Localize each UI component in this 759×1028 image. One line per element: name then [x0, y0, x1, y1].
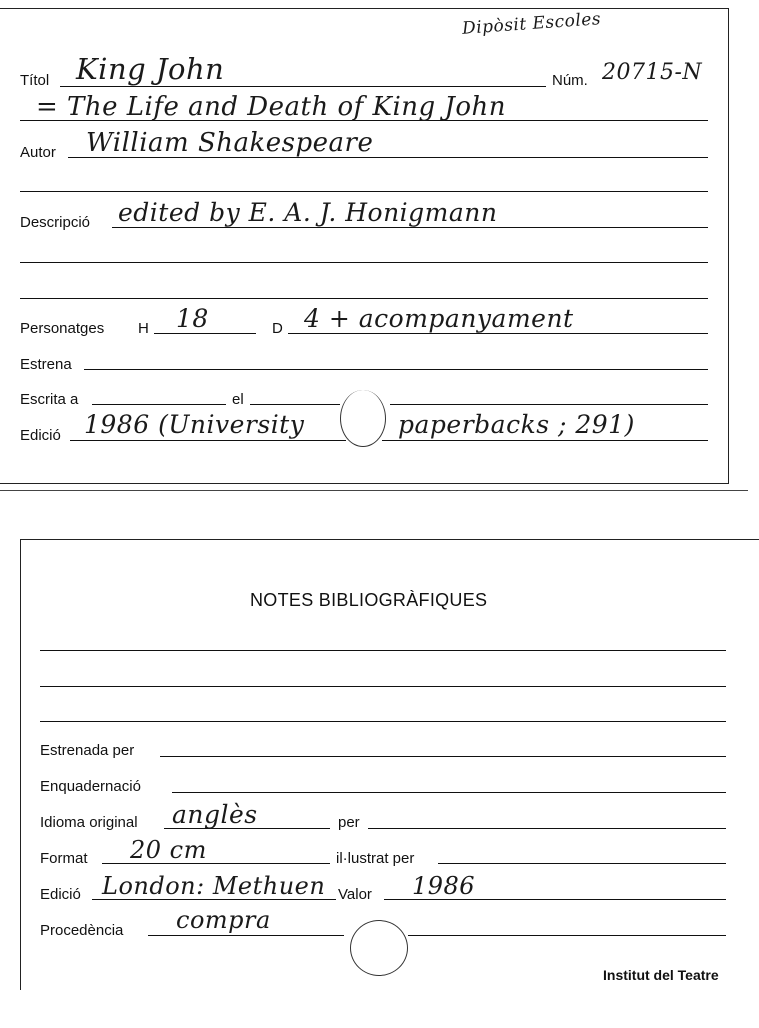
- edicio-line-b: [382, 440, 708, 441]
- notes-line-3: [40, 721, 726, 722]
- titol-label: Títol: [20, 72, 50, 89]
- autor-label: Autor: [20, 144, 56, 161]
- procedencia-value: compra: [176, 906, 271, 934]
- edicio-line-a: [70, 440, 346, 441]
- edicio2-label: Edició: [40, 886, 81, 903]
- titol-subtitle: = The Life and Death of King John: [36, 92, 506, 122]
- d-value: 4 + acompanyament: [304, 304, 574, 333]
- notes-line-2: [40, 686, 726, 687]
- autor-value: William Shakespeare: [86, 128, 374, 158]
- d-line: [288, 333, 708, 334]
- escrita-label: Escrita a: [20, 391, 79, 408]
- valor-value: 1986: [412, 872, 476, 900]
- personatges-label: Personatges: [20, 320, 105, 337]
- titol-line: [60, 86, 546, 87]
- illustrat-line: [438, 863, 726, 864]
- el-line-b: [390, 404, 708, 405]
- edicio-label: Edició: [20, 427, 61, 444]
- estrenada-label: Estrenada per: [40, 742, 135, 759]
- num-label: Núm.: [552, 72, 588, 89]
- idioma-value: anglès: [172, 800, 258, 829]
- descripcio-line: [112, 227, 708, 228]
- el-line-a: [250, 404, 340, 405]
- blank-line-3: [20, 298, 708, 299]
- procedencia-label: Procedència: [40, 922, 124, 939]
- h-line: [154, 333, 256, 334]
- format-value: 20 cm: [130, 836, 207, 864]
- enquadernacio-label: Enquadernació: [40, 778, 141, 795]
- punch-hole-top: [340, 390, 386, 447]
- titol-value: King John: [76, 52, 225, 86]
- estrenada-line: [160, 756, 726, 757]
- illustrat-label: il·lustrat per: [336, 850, 415, 867]
- per-line: [368, 828, 726, 829]
- notes-title: NOTES BIBLIOGRÀFIQUES: [250, 590, 488, 610]
- el-label: el: [232, 391, 244, 408]
- punch-hole-bottom: [350, 920, 408, 976]
- enquadernacio-line: [172, 792, 726, 793]
- edicio2-value: London: Methuen: [102, 872, 326, 900]
- h-value: 18: [176, 304, 209, 333]
- deposit-stamp: Dipòsit Escoles: [461, 9, 602, 39]
- blank-line-2: [20, 262, 708, 263]
- estrena-line: [84, 369, 708, 370]
- descripcio-label: Descripció: [20, 214, 91, 231]
- num-value: 20715-N: [602, 60, 703, 85]
- idioma-label: Idioma original: [40, 814, 138, 831]
- descripcio-value: edited by E. A. J. Honigmann: [118, 198, 498, 227]
- estrena-label: Estrena: [20, 356, 72, 373]
- d-label: D: [272, 320, 283, 337]
- footer-institution: Institut del Teatre: [603, 967, 719, 983]
- blank-line-1: [20, 191, 708, 192]
- edicio-value-cont: paperbacks ; 291): [398, 410, 635, 439]
- procedencia-line-b: [408, 935, 726, 936]
- per-label: per: [338, 814, 360, 831]
- edicio-value: 1986 (University: [84, 410, 305, 439]
- escrita-line: [92, 404, 226, 405]
- notes-line-1: [40, 650, 726, 651]
- format-label: Format: [40, 850, 88, 867]
- h-label: H: [138, 320, 149, 337]
- procedencia-line-a: [148, 935, 344, 936]
- card-top-bottom-edge: [0, 490, 748, 491]
- valor-label: Valor: [338, 886, 372, 903]
